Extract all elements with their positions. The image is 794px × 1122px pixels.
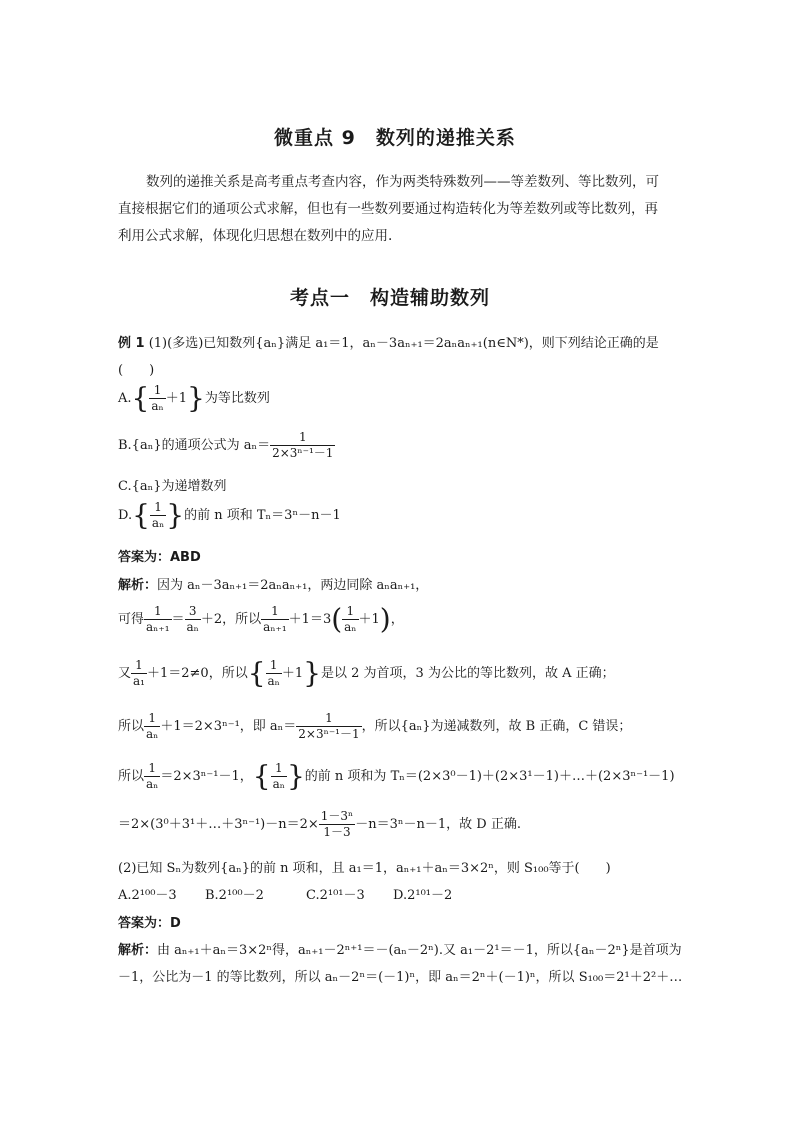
intro-line-2: 直接根据它们的通项公式求解，但也有一些数列要通过构造转化为等差数列或等比数列，再 <box>118 201 658 217</box>
q2-analysis-line-2: －1，公比为－1 的等比数列，所以 aₙ－2ⁿ＝(－1)ⁿ，即 aₙ＝2ⁿ＋(－1)ⁿ，所以 S₁₀₀＝2¹＋2²＋… <box>118 970 683 985</box>
answer-1: 答案为：ABD <box>118 550 201 565</box>
analysis-line-4: 所以 $\frac{1}{\text{aₙ}}$ ＋1＝2×3ⁿ⁻¹，即 aₙ＝ $\frac{1}{\text{2×3ⁿ⁻¹－1}}$ ，所以{aₙ}为递减数列，故 B 正确，C 错误； <box>118 711 632 741</box>
section-title: 考点一 构造辅助数列 <box>290 287 491 309</box>
q2-option-d: D.2¹⁰¹－2 <box>393 888 453 903</box>
option-b: B.{aₙ}的通项公式为 aₙ＝ $\frac{1}{\text{2×3ⁿ⁻¹－1}}$ <box>118 430 334 460</box>
analysis-line-1: 解析：因为 aₙ－3aₙ₊₁＝2aₙaₙ₊₁，两边同除 aₙaₙ₊₁， <box>118 578 429 593</box>
analysis-line-5: 所以 $\frac{1}{\text{aₙ}}$ ＝2×3ⁿ⁻¹－1，{ $\frac{1}{\text{aₙ}}$ }的前 n 项和为 Tₙ＝(2×3⁰－1)＋(2×3¹－1)＋…＋(2×3ⁿ⁻¹－1) <box>118 759 675 793</box>
analysis-line-6: ＝2×(3⁰＋3¹＋…＋3ⁿ⁻¹)－n＝2× $\frac{\text{1－3ⁿ}}{1-3}$ －n＝3ⁿ－n－1，故 D 正确. <box>118 809 521 839</box>
answer-blank: ( ) <box>118 363 155 378</box>
analysis-line-3: 又 $\frac{1}{\text{a₁}}$ ＋1＝2≠0，所以{ $\frac{1}{\text{aₙ}}$ ＋1}是以 2 为首项，3 为公比的等比数列，故 A 正确； <box>118 656 615 690</box>
q2-analysis-line-1: 解析：由 aₙ₊₁＋aₙ＝3×2ⁿ得，aₙ₊₁－2ⁿ⁺¹＝－(aₙ－2ⁿ).又 a₁－2¹＝－1，所以{aₙ－2ⁿ}是首项为 <box>118 943 682 958</box>
question-2-text: (2)已知 Sₙ为数列{aₙ}的前 n 项和，且 a₁＝1，aₙ₊₁＋aₙ＝3×2ⁿ，则 S₁₀₀等于( ) <box>118 861 611 876</box>
page-title: 微重点 9 数列的递推关系 <box>274 127 516 149</box>
example-1-question <box>118 332 659 351</box>
option-d-fraction: $\frac{1}{\text{aₙ}}$ <box>151 500 165 530</box>
answer-2: 答案为：D <box>118 916 181 931</box>
q2-option-b: B.2¹⁰⁰－2 <box>205 888 264 903</box>
option-c: C.{aₙ}为递增数列 <box>118 479 227 494</box>
analysis-line-2: 可得 $\frac{1}{\text{aₙ₊₁}}$ ＝ $\frac{3}{\text{aₙ}}$ ＋2，所以 $\frac{1}{\text{aₙ₊₁}}$ ＋1＝3( $\frac{1}{\text{aₙ}}$ ＋1)， <box>118 602 404 636</box>
option-a-fraction: $\frac{1}{\text{aₙ}}$ <box>151 383 164 413</box>
intro-line-1: 数列的递推关系是高考重点考查内容，作为两类特殊数列——等差数列、等比数列，可 <box>146 174 659 190</box>
option-b-fraction: $\frac{1}{\text{2×3ⁿ⁻¹－1}}$ <box>272 430 334 460</box>
intro-line-3: 利用公式求解，体现化归思想在数列中的应用. <box>118 228 393 244</box>
example-label: 例 1 <box>118 336 145 351</box>
question-1-text: (1)(多选)已知数列{aₙ}满足 a₁＝1，aₙ－3aₙ₊₁＝2aₙaₙ₊₁(n∈N*)，则下列结论正确的是 <box>148 336 659 351</box>
option-a: A.{ $\frac{1}{\text{aₙ}}$ ＋1}为等比数列 <box>118 381 270 415</box>
option-d: D.{ $\frac{1}{\text{aₙ}}$ }的前 n 项和 Tₙ＝3ⁿ－n－1 <box>118 498 341 532</box>
q2-option-a: A.2¹⁰⁰－3 <box>118 888 177 903</box>
q2-option-c: C.2¹⁰¹－3 <box>306 888 365 903</box>
